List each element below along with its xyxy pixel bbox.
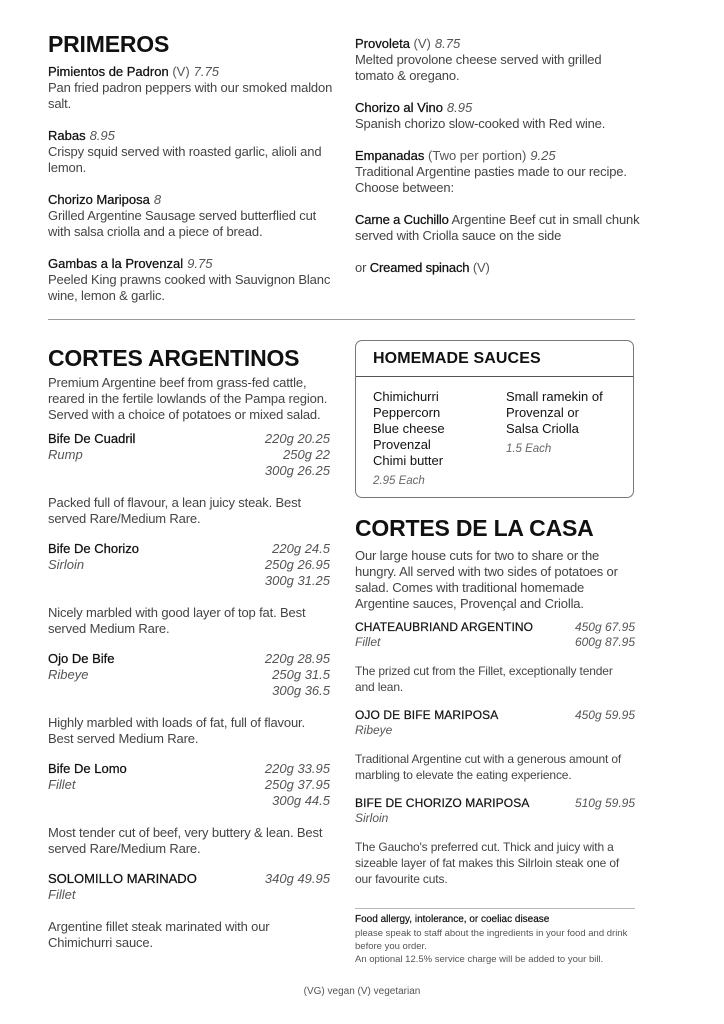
item-description: Spanish chorizo slow-cooked with Red wine. (355, 116, 606, 131)
cut-name: OJO DE BIFE MARIPOSA (355, 708, 499, 722)
option-name: Creamed spinach (369, 260, 470, 275)
item-description: Grilled Argentine Sausage served butterflied cut with salsa criolla and a piece of bread. (48, 208, 317, 239)
primeros-left-column (48, 30, 338, 320)
price-option: 220g 28.95 (264, 651, 330, 666)
sauces-title: HOMEMADE SAUCES (373, 349, 541, 367)
cortes-argentinos-section (48, 344, 330, 965)
sauce-price: 1.5 Each (505, 443, 552, 455)
steak-item (48, 541, 330, 637)
option-prefix: or (355, 260, 367, 275)
allergy-text: please speak to staff about the ingredients in your food and drink before you order. (355, 928, 628, 952)
price-option: 300g 44.5 (272, 793, 330, 808)
sauces-header (356, 341, 633, 377)
homemade-sauces-box (355, 340, 634, 498)
steak-cut: Sirloin (48, 557, 85, 572)
option-name: Carne a Cuchillo (355, 212, 449, 227)
item-price: 8.95 (446, 100, 473, 115)
item-tag: (Two per portion) (428, 148, 527, 163)
sauce-name: Provenzal (373, 437, 431, 452)
allergy-notice (355, 908, 635, 966)
service-charge-text: An optional 12.5% service charge will be added to your bill. (355, 954, 604, 965)
item-name: Empanadas (355, 148, 425, 163)
item-name: Gambas a la Provenzal (48, 256, 184, 271)
sauce-name: Chimichurri (373, 389, 439, 404)
item-description: Traditional Argentine pasties made to our recipe. (355, 164, 627, 179)
menu-item (48, 128, 338, 176)
price-option: 300g 26.25 (264, 463, 330, 478)
menu-item (48, 256, 338, 304)
item-price: 8.75 (434, 36, 461, 51)
steak-prices (265, 871, 330, 903)
menu-item (355, 148, 640, 196)
price-option: 450g 67.95 (574, 620, 635, 634)
item-name: Chorizo Mariposa (48, 192, 150, 207)
price-option: 300g 31.25 (264, 573, 330, 588)
dietary-legend: (VG) vegan (V) vegetarian (303, 986, 421, 997)
price-option: 220g 33.95 (264, 761, 330, 776)
option-description: Argentine Beef cut in small chunk served with Criolla sauce on the side (355, 212, 640, 243)
empanada-option (355, 260, 640, 276)
price-option: 250g 26.95 (264, 557, 330, 572)
price-option: 300g 36.5 (272, 683, 330, 698)
cut-name: BIFE DE CHORIZO MARIPOSA (355, 796, 530, 810)
house-cut-item (355, 796, 635, 887)
cut-name: CHATEAUBRIAND ARGENTINO (355, 620, 534, 634)
sauce-list-ramekin (506, 389, 633, 487)
sauce-name: Blue cheese (373, 421, 445, 436)
cut-note: The Gaucho's preferred cut. Thick and juicy with a sizeable layer of fat makes this Silrloin steak one of our favourite cuts. (355, 840, 620, 886)
option-tag: (V) (472, 260, 490, 275)
item-name: Chorizo al Vino (355, 100, 443, 115)
sauce-text: Small ramekin of (505, 389, 603, 404)
house-cut-item (355, 708, 635, 783)
steak-cut: Fillet (48, 777, 76, 792)
steak-name: Bife De Cuadril (48, 431, 136, 446)
steak-name: Ojo De Bife (48, 651, 115, 666)
item-description: Peeled King prawns cooked with Sauvignon Blanc wine, lemon & garlic. (48, 272, 331, 303)
cut-type: Sirloin (355, 811, 389, 825)
item-price: 8 (153, 192, 162, 207)
sauce-price: 2.95 Each (373, 475, 425, 487)
item-price: 9.75 (187, 256, 213, 271)
menu-item (48, 192, 338, 240)
steak-name: Bife De Lomo (48, 761, 127, 776)
steak-note: Argentine fillet steak marinated with our Chimichurri sauce. (48, 919, 270, 950)
price-option: 450g 59.95 (574, 708, 635, 722)
sauce-text: Provenzal or (505, 405, 579, 420)
steak-item (48, 761, 330, 857)
cut-note: Traditional Argentine cut with a generous amount of marbling to elevate the eating experience. (355, 752, 622, 782)
cortes-argentinos-title: CORTES ARGENTINOS (48, 345, 300, 371)
item-name: Pimientos de Padron (48, 64, 169, 79)
steak-cut: Ribeye (48, 667, 89, 682)
steak-note: Highly marbled with loads of fat, full of flavour. Best served Medium Rare. (48, 715, 305, 746)
right-bottom-column (355, 340, 635, 900)
menu-item (355, 100, 640, 132)
empanada-choose-label: Choose between: (355, 180, 454, 195)
item-description: Melted provolone cheese served with grilled tomato & oregano. (355, 52, 602, 83)
price-option: 600g 87.95 (574, 635, 635, 649)
price-option: 250g 31.5 (272, 667, 330, 682)
item-tag: (V) (413, 36, 431, 51)
item-description: Crispy squid served with roasted garlic, alioli and lemon. (48, 144, 322, 175)
cortes-casa-title: CORTES DE LA CASA (355, 515, 594, 541)
section-divider (48, 319, 635, 320)
cut-prices (575, 620, 635, 650)
steak-prices (265, 651, 330, 699)
steak-item (48, 651, 330, 747)
steak-cut: Rump (48, 447, 83, 462)
price-option: 220g 20.25 (264, 431, 330, 446)
item-price: 8.95 (89, 128, 115, 143)
cut-type: Ribeye (355, 723, 393, 737)
item-price: 9.25 (530, 148, 556, 163)
house-cut-item (355, 620, 635, 695)
primeros-title: PRIMEROS (48, 31, 170, 57)
steak-name: SOLOMILLO MARINADO (48, 871, 197, 886)
cut-prices (575, 708, 635, 738)
sauce-name: Peppercorn (373, 405, 441, 420)
menu-item (48, 64, 338, 112)
sauce-text: Salsa Criolla (505, 421, 579, 436)
sauce-name: Chimi butter (373, 453, 444, 468)
price-option: 340g 49.95 (264, 871, 330, 886)
steak-note: Packed full of flavour, a lean juicy steak. Best served Rare/Medium Rare. (48, 495, 301, 526)
steak-item (48, 871, 330, 951)
steak-note: Most tender cut of beef, very buttery & lean. Best served Rare/Medium Rare. (48, 825, 323, 856)
price-option: 250g 37.95 (264, 777, 330, 792)
section-intro: Our large house cuts for two to share or the hungry. All served with two sides of potatoes or salad. Comes with traditional homemade Argentine sauces, Provençal and Criolla. (355, 548, 618, 611)
empanada-option (355, 212, 640, 244)
cut-type: Fillet (355, 635, 381, 649)
section-intro: Premium Argentine beef from grass-fed cattle, reared in the fertile lowlands of the Pampa region. Served with a choice of potatoes or mixed salad. (48, 375, 328, 422)
price-option: 510g 59.95 (574, 796, 635, 810)
steak-prices (265, 431, 330, 479)
item-name: Provoleta (355, 36, 410, 51)
sauce-list-main (373, 389, 506, 487)
menu-item (355, 36, 640, 84)
steak-cut: Fillet (48, 887, 76, 902)
item-price: 7.75 (193, 64, 219, 79)
primeros-right-column (355, 36, 640, 292)
steak-name: Bife De Chorizo (48, 541, 140, 556)
steak-note: Nicely marbled with good layer of top fat. Best served Medium Rare. (48, 605, 306, 636)
steak-item (48, 431, 330, 527)
steak-prices (265, 761, 330, 809)
item-tag: (V) (172, 64, 190, 79)
price-option: 250g 22 (283, 447, 330, 462)
cut-prices (575, 796, 635, 826)
item-name: Rabas (48, 128, 86, 143)
cut-note: The prized cut from the Fillet, exceptionally tender and lean. (355, 664, 613, 694)
allergy-title: Food allergy, intolerance, or coeliac disease (355, 914, 550, 925)
item-description: Pan fried padron peppers with our smoked maldon salt. (48, 80, 333, 111)
price-option: 220g 24.5 (272, 541, 330, 556)
steak-prices (265, 541, 330, 589)
